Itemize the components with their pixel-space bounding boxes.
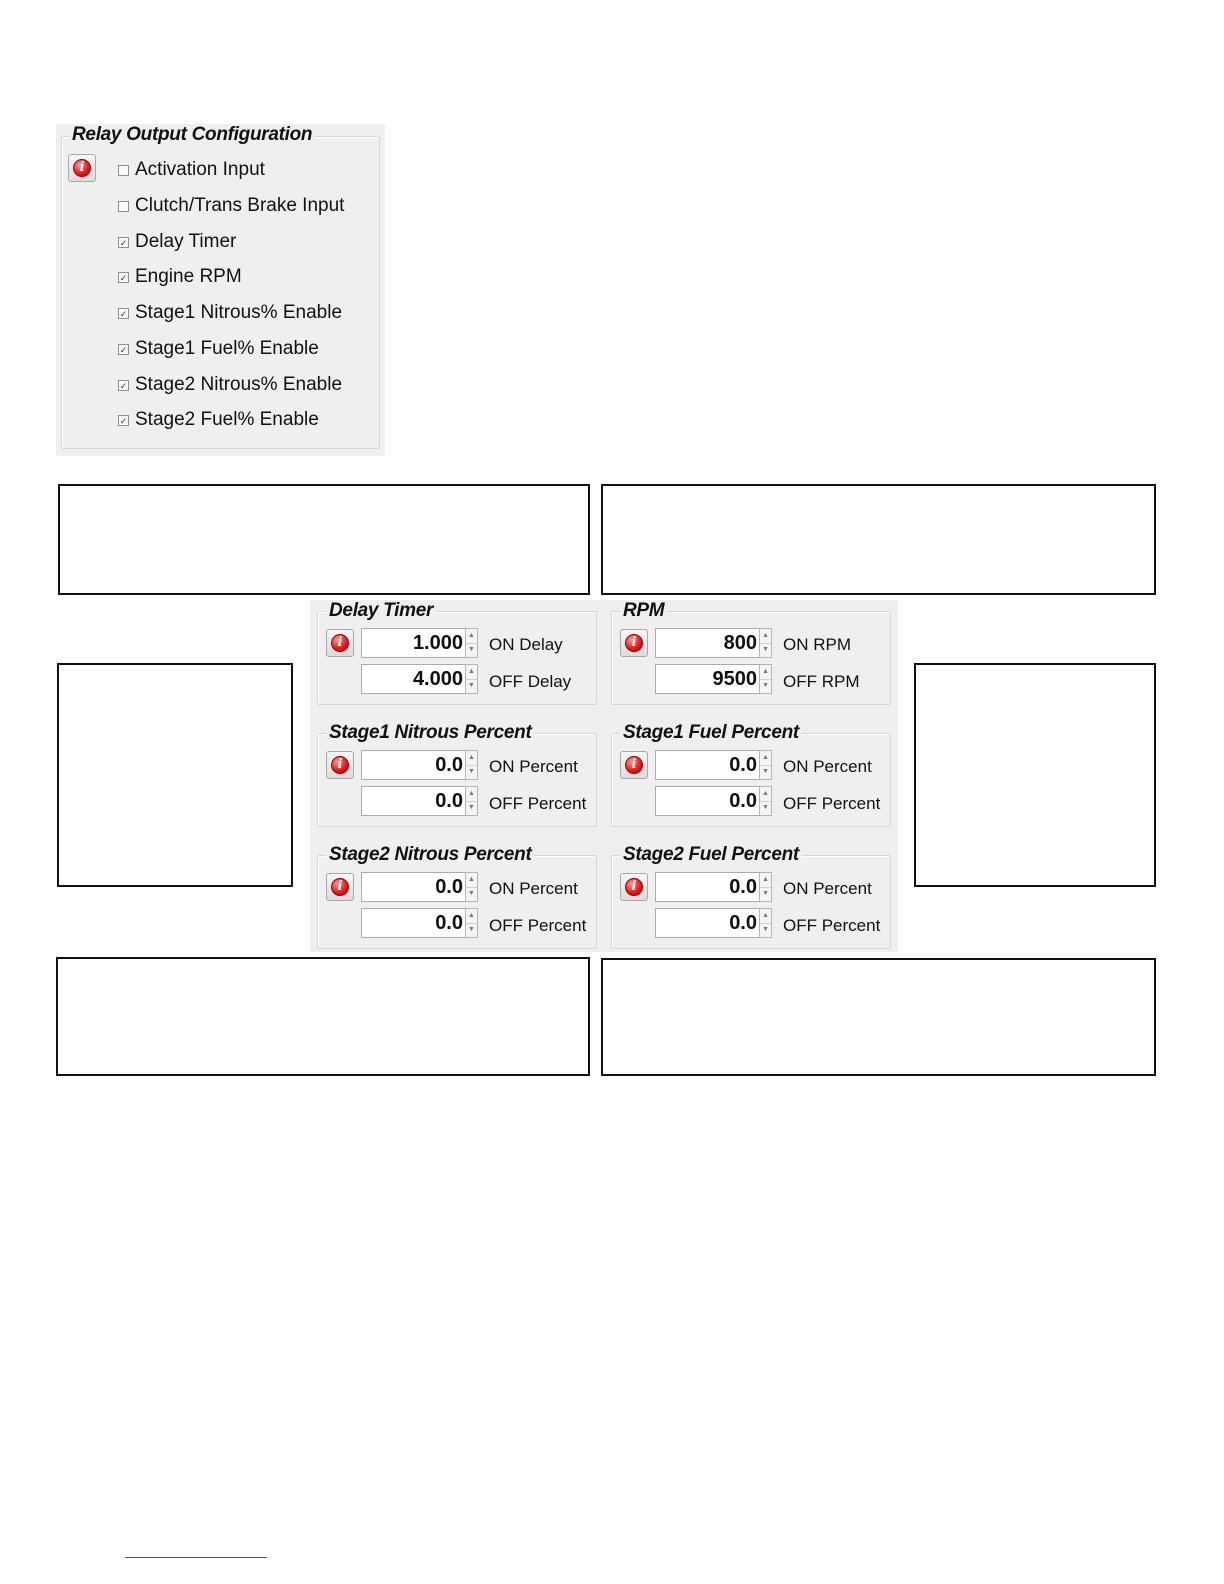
checkbox-label: Stage2 Fuel% Enable (135, 409, 319, 430)
blank-box-top-left (58, 484, 590, 595)
checkbox-stage2-fuel-enable[interactable] (118, 415, 129, 426)
stage2-nitrous-off-input[interactable]: 0.0 (361, 908, 467, 938)
up-arrow-icon[interactable]: ▲ (466, 787, 477, 802)
up-arrow-icon[interactable]: ▲ (760, 787, 771, 802)
down-arrow-icon[interactable]: ▼ (468, 890, 475, 897)
stage2-nitrous-on-label: ON Percent (489, 879, 578, 898)
stage1-nitrous-info-button[interactable] (326, 751, 354, 779)
stage2-nitrous-on-input[interactable]: 0.0 (361, 872, 467, 902)
delay-timer-info-button[interactable] (326, 629, 354, 657)
on-rpm-label: ON RPM (783, 635, 851, 654)
spin-buttons[interactable] (465, 628, 478, 658)
spin-buttons[interactable] (759, 628, 772, 658)
checkbox-row-engine-rpm[interactable] (118, 265, 242, 289)
checkbox-clutch-trans-brake-input[interactable] (118, 201, 129, 212)
stage2-nitrous-title: Stage2 Nitrous Percent (326, 844, 534, 866)
checkbox-label: Stage2 Nitrous% Enable (135, 374, 343, 395)
info-icon: i (331, 878, 349, 896)
info-icon: i (73, 159, 91, 177)
checkbox-row-activation-input[interactable] (118, 158, 265, 182)
footer-link-line (125, 1557, 267, 1558)
spin-buttons[interactable] (465, 908, 478, 938)
spin-buttons[interactable] (759, 664, 772, 694)
checkbox-row-stage2-nitrous-enable[interactable] (118, 373, 342, 397)
off-rpm-label: OFF RPM (783, 672, 860, 691)
stage1-nitrous-off-input[interactable]: 0.0 (361, 786, 467, 816)
down-arrow-icon[interactable]: ▼ (762, 890, 769, 897)
up-arrow-icon[interactable]: ▲ (760, 665, 771, 680)
info-icon: i (331, 634, 349, 652)
relay-parameters-panel (310, 600, 898, 952)
relay-config-info-button[interactable] (68, 154, 96, 182)
blank-box-bottom-left (56, 957, 590, 1076)
up-arrow-icon[interactable]: ▲ (466, 665, 477, 680)
stage1-fuel-on-label: ON Percent (783, 757, 872, 776)
down-arrow-icon[interactable]: ▼ (762, 646, 769, 653)
stage2-fuel-off-input[interactable]: 0.0 (655, 908, 761, 938)
stage2-nitrous-off-label: OFF Percent (489, 916, 587, 935)
down-arrow-icon[interactable]: ▼ (468, 804, 475, 811)
up-arrow-icon[interactable]: ▲ (760, 873, 771, 888)
blank-box-middle-right (914, 663, 1156, 887)
stage1-fuel-on-input[interactable]: 0.0 (655, 750, 761, 780)
delay-timer-title: Delay Timer (326, 600, 436, 622)
blank-box-top-right (601, 484, 1156, 595)
stage2-fuel-info-button[interactable] (620, 873, 648, 901)
checkbox-label: Clutch/Trans Brake Input (135, 195, 345, 216)
off-delay-label: OFF Delay (489, 672, 572, 691)
up-arrow-icon[interactable]: ▲ (466, 751, 477, 766)
down-arrow-icon[interactable]: ▼ (762, 804, 769, 811)
checkbox-activation-input[interactable] (118, 165, 129, 176)
info-icon: i (625, 634, 643, 652)
stage1-nitrous-on-label: ON Percent (489, 757, 578, 776)
off-delay-input[interactable]: 4.000 (361, 664, 467, 694)
checkbox-label: Engine RPM (135, 266, 242, 287)
down-arrow-icon[interactable]: ▼ (762, 768, 769, 775)
stage1-nitrous-title: Stage1 Nitrous Percent (326, 722, 534, 744)
spin-buttons[interactable] (759, 786, 772, 816)
down-arrow-icon[interactable]: ▼ (468, 646, 475, 653)
down-arrow-icon[interactable]: ▼ (468, 768, 475, 775)
info-icon: i (331, 756, 349, 774)
relay-output-config-group (61, 136, 380, 449)
checkbox-row-delay-timer[interactable] (118, 230, 236, 254)
checkbox-label: Activation Input (135, 159, 265, 180)
up-arrow-icon[interactable]: ▲ (760, 751, 771, 766)
spin-buttons[interactable] (465, 664, 478, 694)
relay-output-config-panel (56, 124, 385, 456)
stage2-fuel-title: Stage2 Fuel Percent (620, 844, 802, 866)
down-arrow-icon[interactable]: ▼ (762, 926, 769, 933)
checkbox-stage1-fuel-enable[interactable] (118, 344, 129, 355)
down-arrow-icon[interactable]: ▼ (468, 682, 475, 689)
relay-output-config-title: Relay Output Configuration (69, 124, 315, 146)
down-arrow-icon[interactable]: ▼ (762, 682, 769, 689)
checkbox-stage1-nitrous-enable[interactable] (118, 308, 129, 319)
stage2-nitrous-info-button[interactable] (326, 873, 354, 901)
checkbox-label: Stage1 Nitrous% Enable (135, 302, 343, 323)
rpm-info-button[interactable] (620, 629, 648, 657)
up-arrow-icon[interactable]: ▲ (466, 629, 477, 644)
up-arrow-icon[interactable]: ▲ (760, 629, 771, 644)
blank-box-middle-left (57, 663, 293, 887)
stage2-fuel-on-label: ON Percent (783, 879, 872, 898)
checkbox-stage2-nitrous-enable[interactable] (118, 380, 129, 391)
on-delay-input[interactable]: 1.000 (361, 628, 467, 658)
stage1-nitrous-on-input[interactable]: 0.0 (361, 750, 467, 780)
info-icon: i (625, 878, 643, 896)
spin-buttons[interactable] (465, 786, 478, 816)
stage1-fuel-info-button[interactable] (620, 751, 648, 779)
on-rpm-input[interactable]: 800 (655, 628, 761, 658)
spin-buttons[interactable] (465, 750, 478, 780)
stage1-fuel-title: Stage1 Fuel Percent (620, 722, 802, 744)
up-arrow-icon[interactable]: ▲ (466, 909, 477, 924)
checkbox-label: Delay Timer (135, 231, 237, 252)
stage1-fuel-off-input[interactable]: 0.0 (655, 786, 761, 816)
off-rpm-input[interactable]: 9500 (655, 664, 761, 694)
on-delay-label: ON Delay (489, 635, 563, 654)
spin-buttons[interactable] (759, 750, 772, 780)
stage2-fuel-off-label: OFF Percent (783, 916, 881, 935)
checkbox-engine-rpm[interactable] (118, 272, 129, 283)
checkbox-row-stage1-fuel-enable[interactable] (118, 337, 319, 361)
down-arrow-icon[interactable]: ▼ (468, 926, 475, 933)
checkbox-row-stage2-fuel-enable[interactable] (118, 408, 319, 432)
checkbox-row-clutch-trans-brake-input[interactable] (118, 194, 344, 218)
spin-buttons[interactable] (759, 872, 772, 902)
info-icon: i (625, 756, 643, 774)
checkbox-row-stage1-nitrous-enable[interactable] (118, 301, 342, 325)
stage2-fuel-on-input[interactable]: 0.0 (655, 872, 761, 902)
checkbox-delay-timer[interactable] (118, 237, 129, 248)
spin-buttons[interactable] (759, 908, 772, 938)
stage1-fuel-off-label: OFF Percent (783, 794, 881, 813)
checkbox-label: Stage1 Fuel% Enable (135, 338, 319, 359)
up-arrow-icon[interactable]: ▲ (466, 873, 477, 888)
rpm-title: RPM (620, 600, 667, 622)
stage1-nitrous-off-label: OFF Percent (489, 794, 587, 813)
up-arrow-icon[interactable]: ▲ (760, 909, 771, 924)
blank-box-bottom-right (601, 958, 1156, 1076)
spin-buttons[interactable] (465, 872, 478, 902)
